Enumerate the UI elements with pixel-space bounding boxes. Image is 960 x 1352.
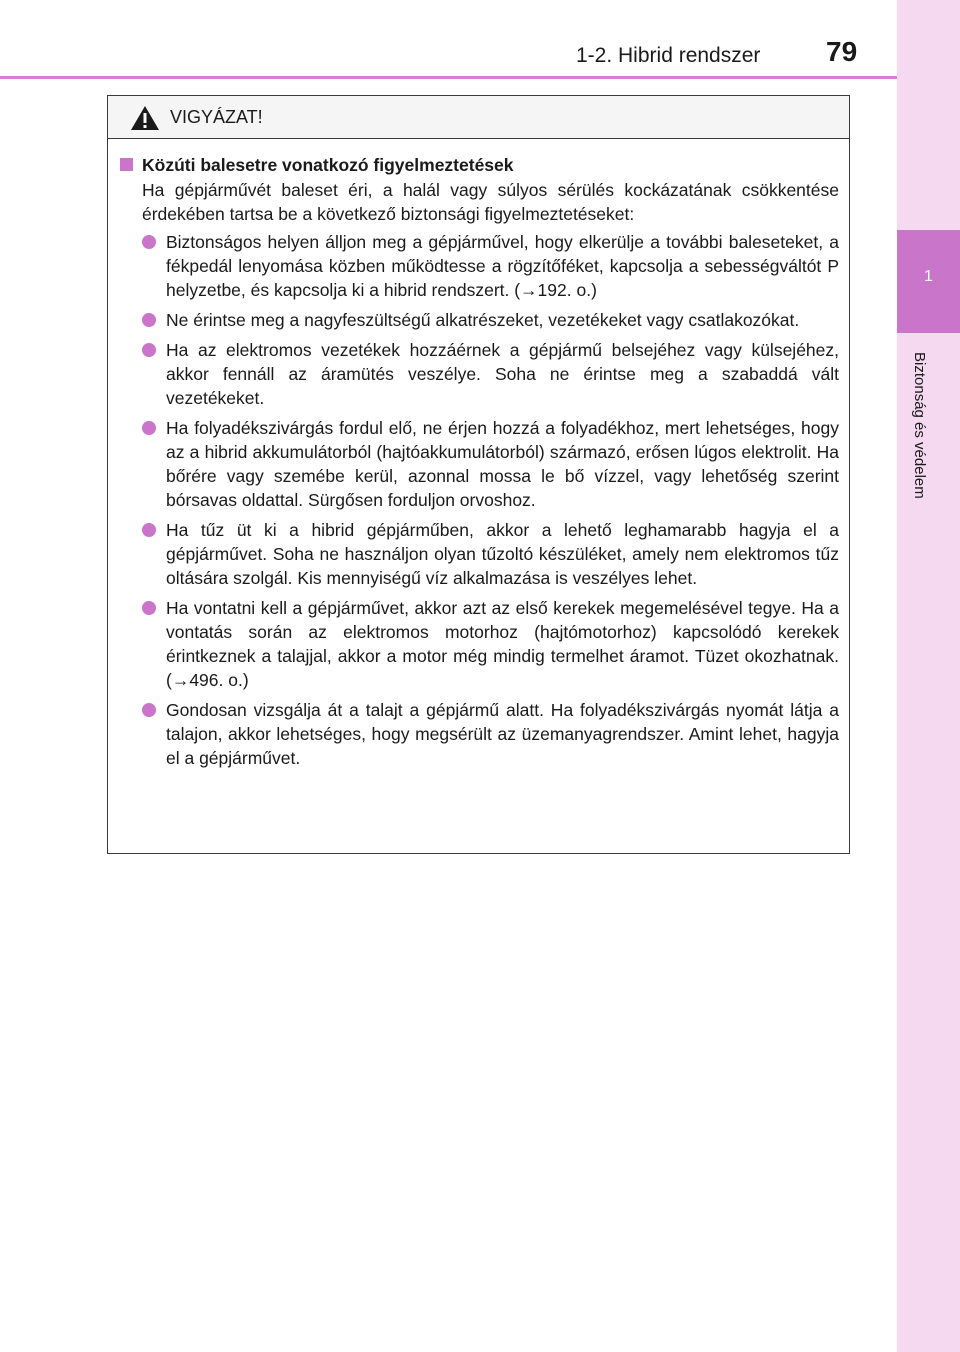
bullet-dot-icon: [142, 313, 156, 327]
warning-body: [108, 139, 849, 770]
warning-list: [118, 230, 839, 770]
list-item: Gondosan vizsgálja át a talajt a gépjármű alatt. Ha folyadékszivárgás nyomát látja a talajon, akkor lehetséges, hogy megsérült az üzemanyagrendszer. Amint lehet, hagyja el a gépjárművet.: [118, 698, 839, 770]
warning-header: [108, 96, 849, 139]
chapter-number: 1: [924, 268, 933, 285]
list-item: Biztonságos helyen álljon meg a gépjárművel, hogy elkerülje a további baleseteket, a fékpedál lenyomása közben működtesse a rögzítőféket, kapcsolja a sebességváltót P helyzetbe, és kapcsolja ki a hibrid rendszert. (→192. o.): [118, 230, 839, 302]
bullet-dot-icon: [142, 343, 156, 357]
warning-subheading: [118, 153, 839, 177]
list-item: Ha tűz üt ki a hibrid gépjárműben, akkor a lehető leghamarabb hagyja el a gépjárművet. Soha ne használjon olyan tűzoltó készüléket, amely nem elektromos tűz oltására szolgál. Kis mennyiségű víz alkalmazása is veszélyes lehet.: [118, 518, 839, 590]
warning-box: [107, 95, 850, 854]
warning-title: VIGYÁZAT!: [170, 107, 263, 127]
list-item: Ha folyadékszivárgás fordul elő, ne érjen hozzá a folyadékhoz, mert lehetséges, hogy az a hibrid akkumulátorból (hajtóakkumulátorból) származó, erősen lúgos elektrolit. Ha bőrére vagy szemébe kerül, azonnal mossa le bő vízzel, vagy lehetőség szerint bórsavas oldattal. Sürgősen forduljon orvoshoz.: [118, 416, 839, 512]
bullet-dot-icon: [142, 601, 156, 615]
warning-triangle-icon: [130, 105, 160, 131]
section-title: 1-2. Hibrid rendszer: [576, 44, 761, 67]
list-item: Ha az elektromos vezetékek hozzáérnek a gépjármű belsejéhez vagy külsejéhez, akkor fennáll az áramütés veszélye. Soha ne érintse meg a szabaddá vált vezetékeket.: [118, 338, 839, 410]
list-item: Ha vontatni kell a gépjárművet, akkor azt az első kerekek megemelésével tegye. Ha a vontatás során az elektromos motorhoz (hajtómotorhoz) kapcsolódó kerekek érintkeznek a talajjal, akkor a motor még mindig termelhet áramot. Tüzet okozhatnak. (→496. o.): [118, 596, 839, 692]
chapter-label: Biztonság és védelem: [911, 352, 928, 499]
subheading-text: Közúti balesetre vonatkozó figyelmeztetések: [142, 155, 514, 175]
bullet-dot-icon: [142, 235, 156, 249]
list-item: Ne érintse meg a nagyfeszültségű alkatrészeket, vezetékeket vagy csatlakozókat.: [118, 308, 839, 332]
warning-intro: Ha gépjárművét baleset éri, a halál vagy súlyos sérülés kockázatának csökkentése érdekében tartsa be a következő biztonsági figyelmeztetéseket:: [142, 180, 839, 224]
header-rule: [0, 76, 897, 79]
page-number: 79: [826, 36, 858, 67]
square-bullet-icon: [120, 158, 133, 171]
bullet-dot-icon: [142, 421, 156, 435]
chapter-side-tab: [897, 0, 960, 1352]
bullet-dot-icon: [142, 523, 156, 537]
bullet-dot-icon: [142, 703, 156, 717]
